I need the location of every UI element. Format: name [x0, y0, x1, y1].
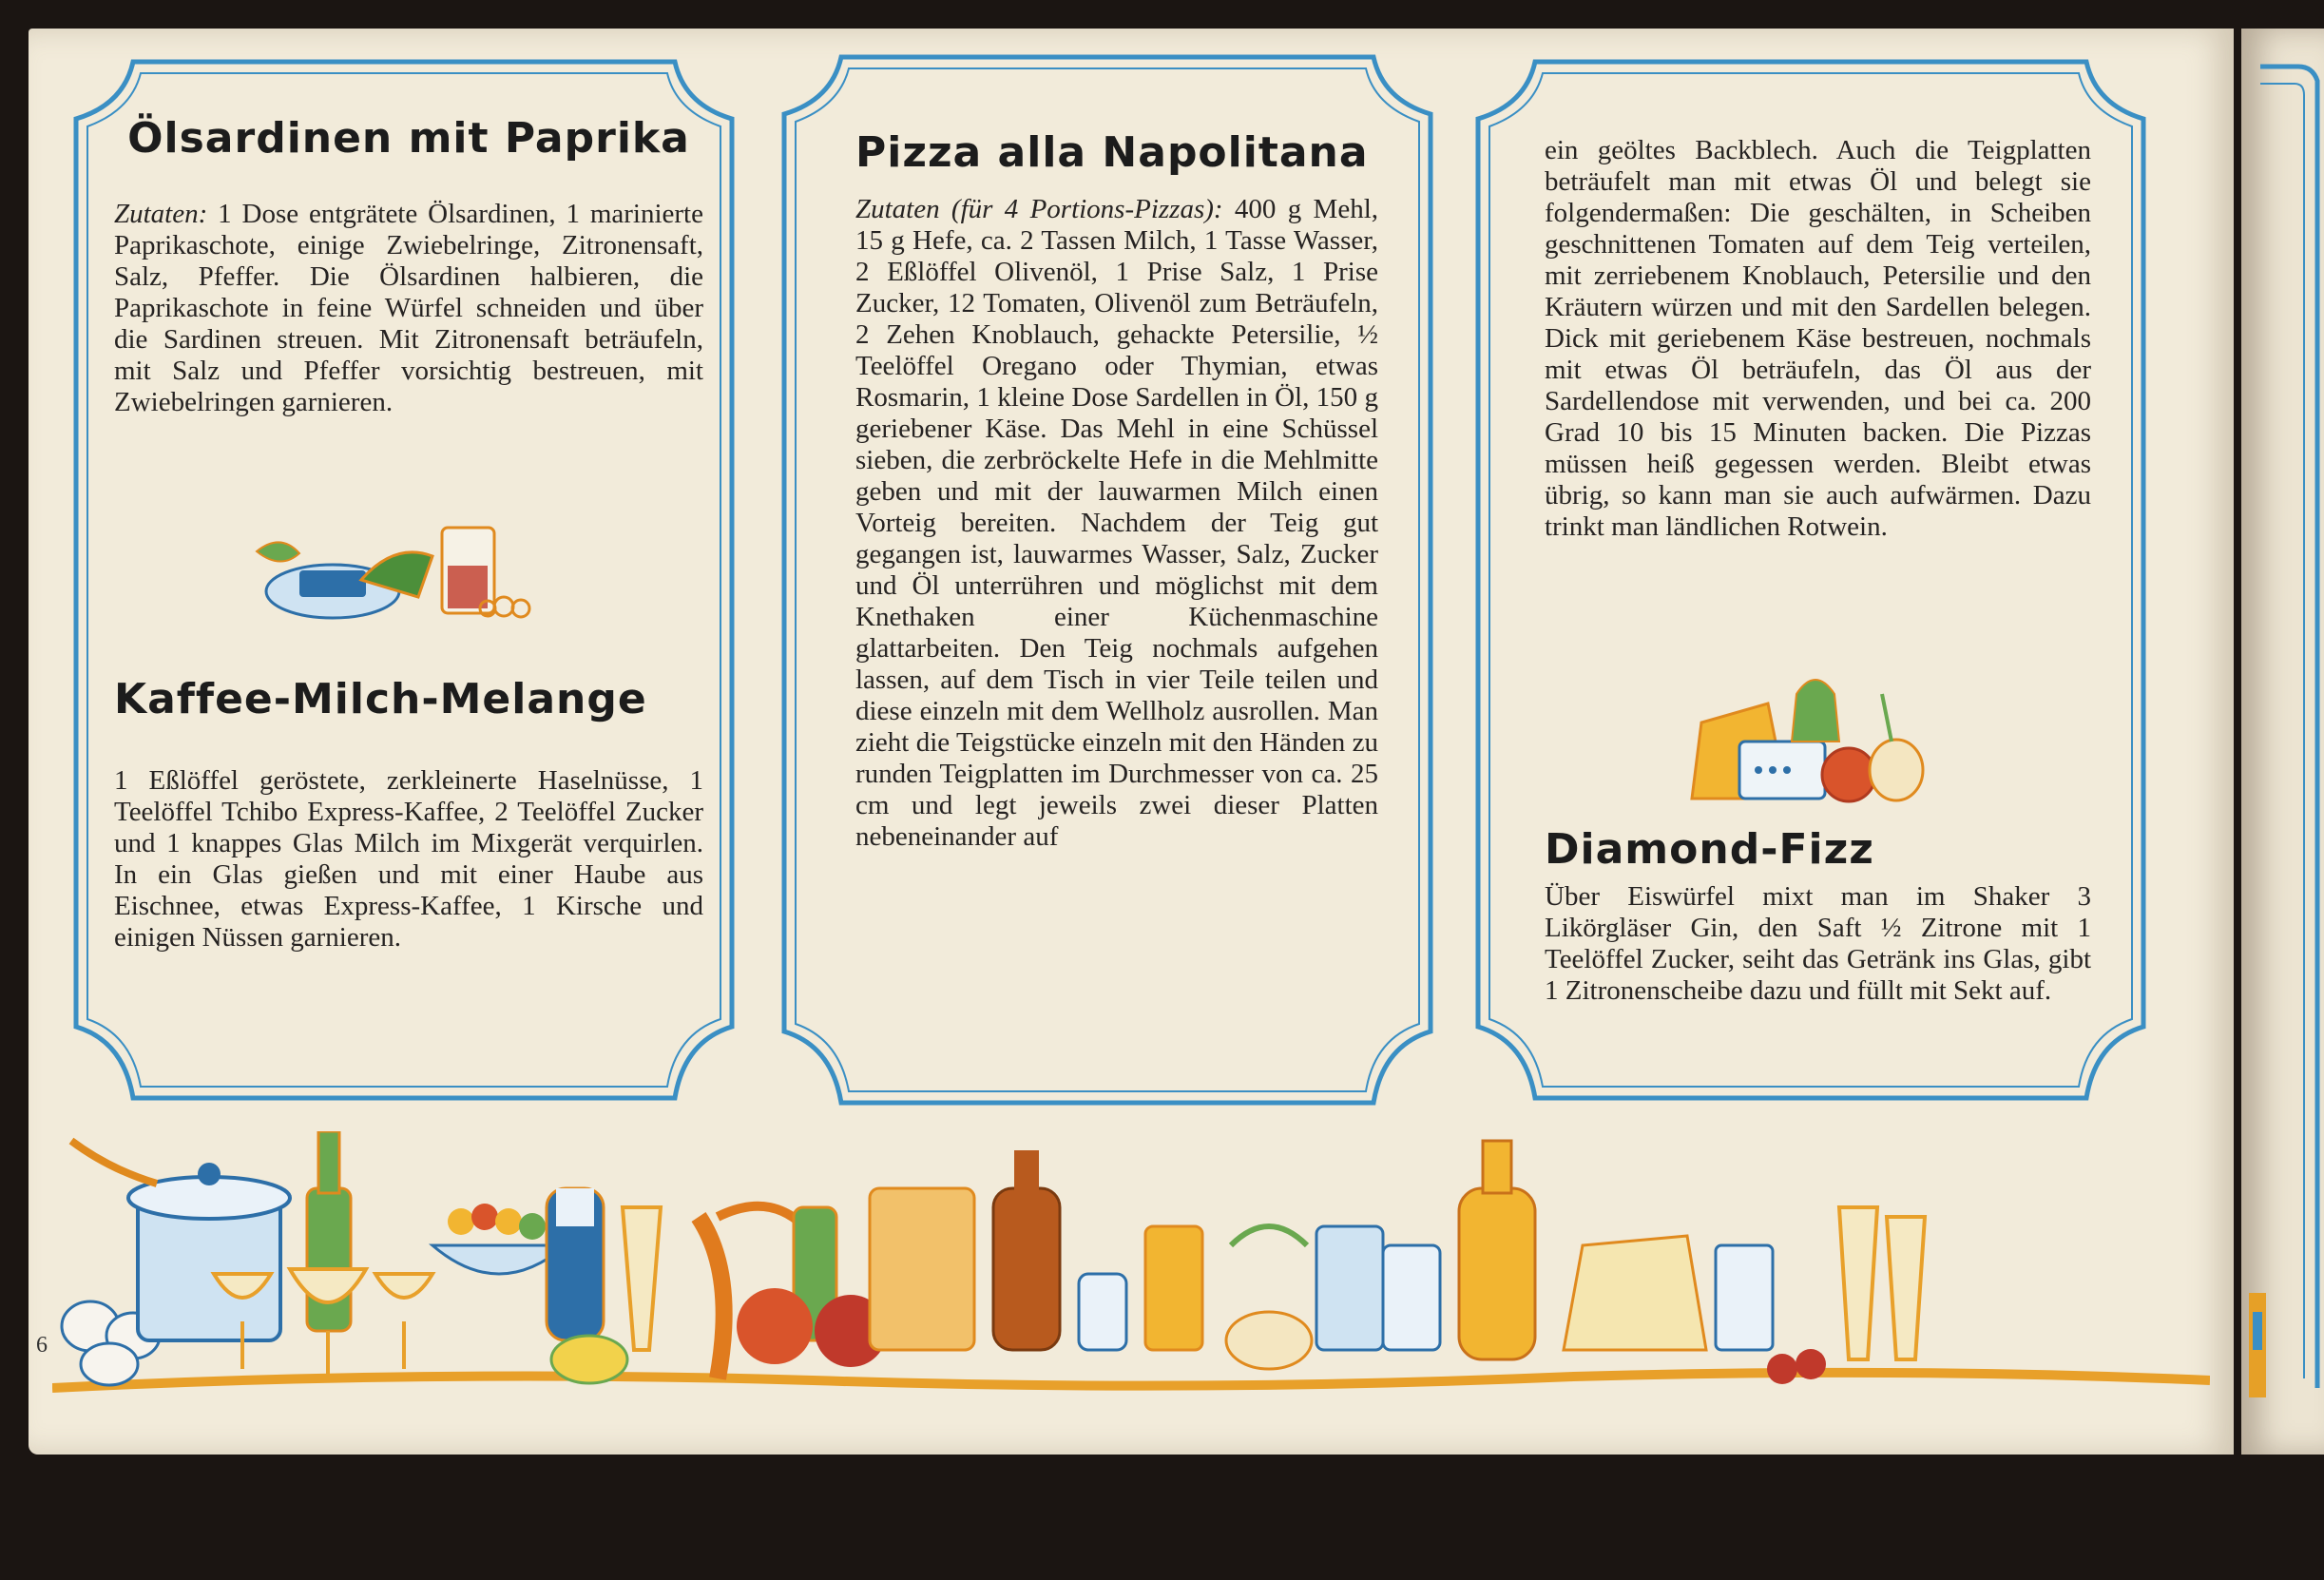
cocktail-shaker-icon: [547, 1188, 604, 1340]
recipe-panel-right: [1464, 48, 2158, 1112]
ingredients-pizza: [855, 194, 1378, 853]
ingredients-text: 400 g Mehl, 15 g Hefe, ca. 2 Tassen Milch, 1 Tasse Wasser, 2 Eßlöffel Olivenöl, 1 Prise Salz, 1 Prise Zucker, 12 Tomaten, Olivenöl zum Beträufeln, 2 Zehen Knoblauch, gehackte Petersilie, ½ Teelöffel Oregano oder Thymian, etwas Rosmarin, 1 kleine Dose Sardellen in Öl, 150 g geriebener Käse.: [855, 194, 1379, 444]
recipe-title-diamond: Diamond-Fizz: [1545, 825, 1874, 874]
ingredients-text: 1 Dose entgrätete Ölsardinen, 1 marinierte Paprikaschote, einige Zwiebelringe, Zitronensaft, Salz, Pfeffer.: [114, 199, 703, 292]
ingredients-label: Zutaten (für 4 Portions-Pizzas):: [855, 194, 1223, 224]
recipe-panel-left: [62, 48, 746, 1112]
recipe-title-kaffee: Kaffee-Milch-Melange: [114, 675, 647, 723]
oil-bottle-icon: [993, 1150, 1060, 1350]
champagne-glasses-icon: [1839, 1207, 1925, 1359]
next-page-edge: [2241, 29, 2324, 1455]
lemon-icon: [551, 1336, 627, 1383]
next-page-frame-icon: [2241, 29, 2324, 1455]
food-border-illustration: [52, 1131, 2210, 1407]
page-number: 6: [36, 1333, 48, 1358]
method-text: Das Mehl in eine Schüssel sieben, die zerbröckelte Hefe in die Mehlmitte geben und mit der lauwarmen Milch einen Vorteig bereiten. Nachdem der Teig gut gegangen ist, lauwarmes Wasser, Salz, Zucker und Öl unterrühren und möglichst mit dem Knethaken einer Küchenmaschine glattarbeiten. Den Teig nochmals aufgehen lassen, auf dem Tisch in vier Teile teilen und diese einzeln mit dem Wellholz ausrollen. Man zieht die Teigstücke einzeln mit den Händen zu runden Teigplatten im Durchmesser von ca. 25 cm und legt jeweils zwei dieser Platten nebeneinander auf: [855, 414, 1379, 852]
salt-shaker-icon: [1079, 1274, 1126, 1350]
sardine-dish-icon: [242, 513, 537, 637]
ingredients-label: Zutaten:: [114, 199, 208, 229]
pizza-continued: ein geöltes Backblech. Auch die Teigplatten beträufelt man mit etwas Öl und belegt sie folgendermaßen: Die geschälten, in Scheiben geschnittenen Tomaten auf dem Teig verteilen, mit zerriebenem Knoblauch, Petersilie und den Kräutern würzen und mit den Sardellen belegen. Dick mit geriebenem Käse bestreuen, nochmals mit etwas Öl beträufeln, das Öl aus der Sardellendose mit verwenden, und bei ca. 200 Grad 10 bis 15 Minuten backen. Die Pizzas müssen heiß gegessen werden. Bleibt etwas übrig, so kann man sie auch aufwärmen. Dazu trinkt man ländlichen Rotwein.: [1545, 135, 2091, 542]
jar-icon: [1145, 1226, 1202, 1350]
tall-glass-icon: [623, 1207, 661, 1350]
recipe-title-pizza: Pizza alla Napolitana: [855, 128, 1369, 177]
glass-icon: [1716, 1245, 1773, 1350]
ingredients-oelsardinen: [114, 199, 703, 418]
method-diamond: Über Eiswürfel mixt man im Shaker 3 Likörgläser Gin, den Saft ½ Zitrone mit 1 Teelöffel Zucker, seiht das Getränk ins Glas, gibt 1 Zitronenscheibe dazu und füllt mit Sekt auf.: [1545, 881, 2091, 1006]
recipe-title-oelsardinen: Ölsardinen mit Paprika: [127, 114, 690, 163]
flour-sack-icon: [870, 1188, 974, 1350]
cheese-icon: [1564, 1236, 1706, 1350]
cheese-vegetables-icon: [1682, 665, 1930, 808]
brandy-bottle-icon: [1459, 1141, 1535, 1359]
method-kaffee: 1 Eßlöffel geröstete, zerkleinerte Haselnüsse, 1 Teelöffel Tchibo Express-Kaffee, 2 Teelöffel Zucker und 1 knappes Glas Milch im Mixgerät verquirlen. In ein Glas gießen und mit einer Haube aus Eischnee, etwas Express-Kaffee, 1 Kirsche und einigen Nüssen garnieren.: [114, 765, 703, 953]
recipe-panel-middle: [770, 43, 1445, 1117]
garlic-icon: [1226, 1226, 1312, 1369]
cherries-icon: [1767, 1349, 1826, 1384]
method-text: Die Ölsardinen halbieren, die Paprikaschote in feine Würfel schneiden und über die Sardinen streuen. Mit Zitronensaft beträufeln, mit Salz und Pfeffer vorsichtig bestreuen, mit Zwiebelringen garnieren.: [114, 261, 703, 417]
cans-icon: [1316, 1226, 1440, 1350]
